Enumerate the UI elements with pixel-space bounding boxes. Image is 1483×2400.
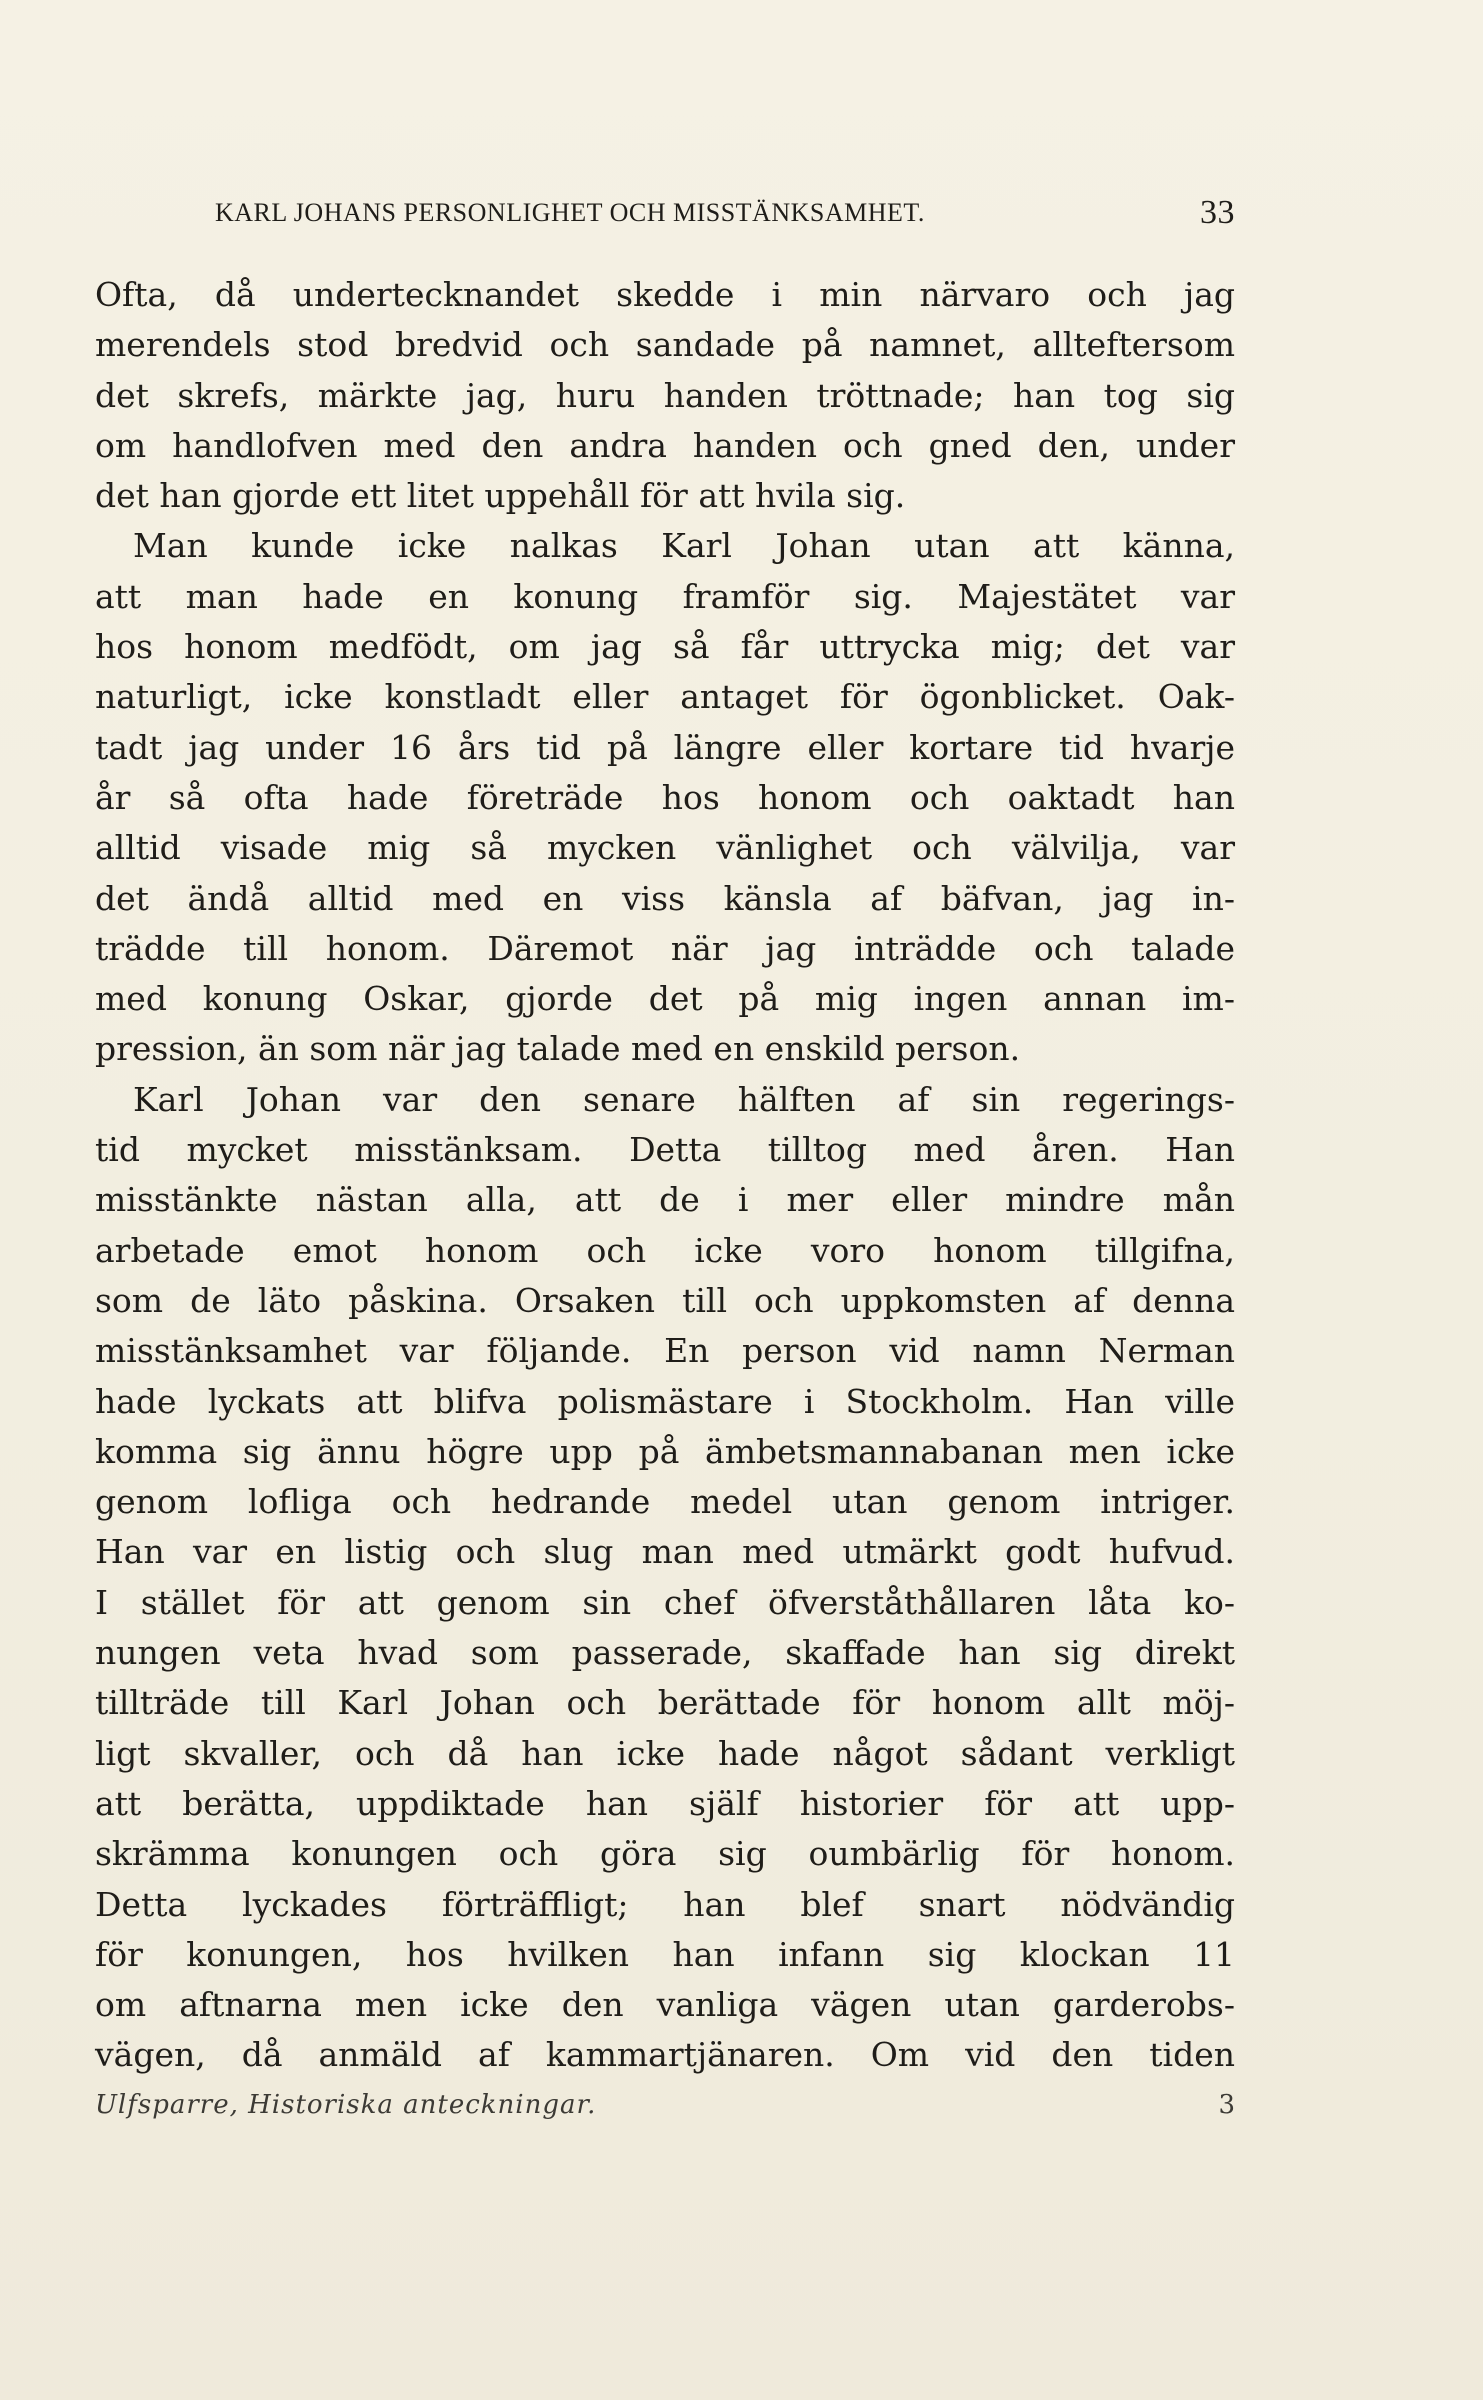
text-line: om handlofven med den andra handen och gned den, under xyxy=(95,425,1235,465)
running-head-title: KARL JOHANS PERSONLIGHET OCH MISSTÄNKSAMHET. xyxy=(215,198,925,227)
text-line: misstänksamhet var följande. En person vid namn Nerman xyxy=(95,1331,1235,1371)
text-line: skrämma konungen och göra sig oumbärlig för honom. xyxy=(95,1834,1235,1874)
text-line: om aftnarna men icke den vanliga vägen utan garderobs- xyxy=(95,1985,1235,2025)
text-line: nungen veta hvad som passerade, skaffade han sig direkt xyxy=(95,1633,1235,1673)
text-line: hade lyckats att blifva polismästare i Stockholm. Han ville xyxy=(95,1381,1235,1421)
text-line: det ändå alltid med en viss känsla af bäfvan, jag in- xyxy=(95,878,1235,918)
text-line: år så ofta hade företräde hos honom och oaktadt han xyxy=(95,777,1235,817)
text-line: ligt skvaller, och då han icke hade något sådant verkligt xyxy=(95,1733,1235,1773)
text-line: alltid visade mig så mycken vänlighet och välvilja, var xyxy=(95,828,1235,868)
text-line: trädde till honom. Däremot när jag inträdde och talade xyxy=(95,928,1235,968)
text-line: Han var en listig och slug man med utmärkt godt hufvud. xyxy=(95,1532,1235,1572)
text-line: merendels stod bredvid och sandade på namnet, allteftersom xyxy=(95,325,1235,365)
text-line: för konungen, hos hvilken han infann sig klockan 11 xyxy=(95,1934,1235,1974)
text-line: arbetade emot honom och icke voro honom tillgifna, xyxy=(95,1230,1235,1270)
text-line: I stället för att genom sin chef öfverståthållaren låta ko- xyxy=(95,1582,1235,1622)
text-line: pression, än som när jag talade med en enskild person. xyxy=(95,1029,1021,1069)
text-line: tadt jag under 16 års tid på längre eller kortare tid hvarje xyxy=(95,727,1235,767)
text-line: Karl Johan var den senare hälften af sin regerings- xyxy=(133,1079,1235,1119)
text-line: Man kunde icke nalkas Karl Johan utan att känna, xyxy=(133,526,1235,566)
body-text xyxy=(95,270,1235,2081)
text-line: komma sig ännu högre upp på ämbetsmannabanan men icke xyxy=(95,1431,1235,1471)
text-line: tillträde till Karl Johan och berättade för honom allt möj- xyxy=(95,1683,1235,1723)
text-line: Ofta, då undertecknandet skedde i min närvaro och jag xyxy=(95,275,1235,314)
text-line: Detta lyckades förträffligt; han blef snart nödvändig xyxy=(95,1884,1235,1924)
text-line: det han gjorde ett litet uppehåll för att hvila sig. xyxy=(95,476,906,516)
printer-signature: Ulfsparre, Historiska anteckningar. xyxy=(95,2090,597,2120)
text-line: naturligt, icke konstladt eller antaget för ögonblicket. Oak- xyxy=(95,677,1235,717)
text-line: som de läto påskina. Orsaken till och uppkomsten af denna xyxy=(95,1280,1235,1320)
text-line: vägen, då anmäld af kammartjänaren. Om vid den tiden xyxy=(95,2035,1235,2075)
running-header xyxy=(215,194,1235,246)
text-line: tid mycket misstänksam. Detta tilltog med åren. Han xyxy=(95,1130,1235,1170)
text-line: det skrefs, märkte jag, huru handen tröttnade; han tog sig xyxy=(95,375,1235,415)
signature-number: 3 xyxy=(1218,2090,1235,2120)
text-line: med konung Oskar, gjorde det på mig ingen annan im- xyxy=(95,979,1235,1019)
text-line: hos honom medfödt, om jag så får uttrycka mig; det var xyxy=(95,627,1235,667)
text-line: misstänkte nästan alla, att de i mer eller mindre mån xyxy=(95,1180,1235,1220)
text-line: genom lofliga och hedrande medel utan genom intriger. xyxy=(95,1482,1235,1522)
signature-line xyxy=(95,2090,1235,2130)
page-number: 33 xyxy=(1200,194,1235,231)
text-line: att berätta, uppdiktade han själf historier för att upp- xyxy=(95,1783,1235,1823)
text-line: att man hade en konung framför sig. Majestätet var xyxy=(95,576,1235,616)
